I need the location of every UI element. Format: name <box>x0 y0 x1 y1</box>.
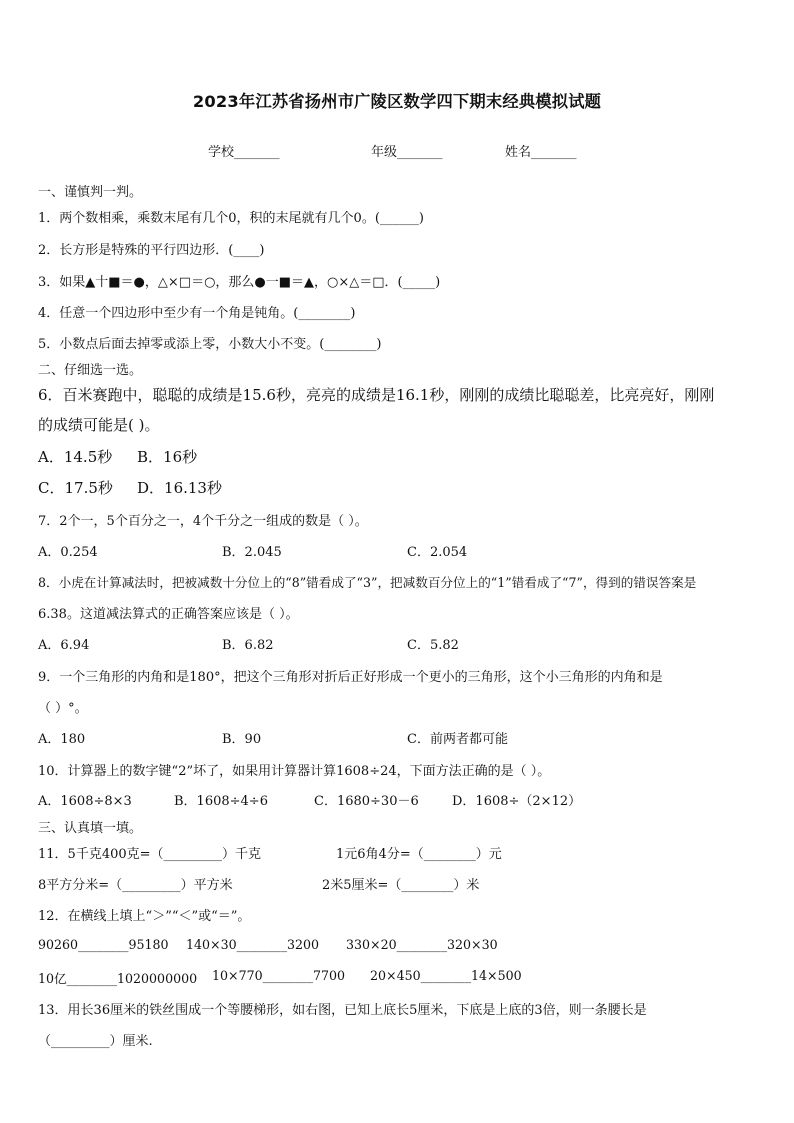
question-7-option-b: B．2.045 <box>222 545 282 560</box>
question-12-row-1-c: 330×20________320×30 <box>346 937 498 952</box>
question-6-option-a: A．14.5秒 <box>38 448 113 466</box>
question-7-option-c: C．2.054 <box>407 545 468 560</box>
question-13-line-1: 13．用长36厘米的铁丝围成一个等腰梯形，如右图，已知上底长5厘米，下底是上底的3倍，则一条腰长是 <box>38 1003 647 1018</box>
question-4: 4．任意一个四边形中至少有一个角是钝角。(________) <box>38 306 356 321</box>
question-9-line-1: 9．一个三角形的内角和是180°，把这个三角形对折后正好形成一个更小的三角形，这个小三角形的内角和是 <box>38 670 663 685</box>
grade-field: 年级_______ <box>371 145 443 160</box>
question-6-line-2: 的成绩可能是( )。 <box>38 416 160 434</box>
question-10-option-c: C．1680÷30－6 <box>314 794 419 809</box>
question-12-row-2-b: 10×770________7700 <box>212 968 346 983</box>
question-9-option-a: A．180 <box>38 732 86 747</box>
question-11-part-a: 11．5千克400克=（_________）千克 <box>38 847 262 862</box>
question-11-part-b: 1元6角4分=（________）元 <box>336 847 502 862</box>
question-7-option-a: A．0.254 <box>38 545 98 560</box>
question-12: 12．在横线上填上“＞”“＜”或“＝”。 <box>38 909 251 924</box>
question-12-row-1-b: 140×30________3200 <box>186 937 320 952</box>
question-12-row-1-a: 90260________95180 <box>38 937 169 952</box>
question-6-option-d: D．16.13秒 <box>137 479 222 497</box>
question-10-option-d: D．1608÷（2×12） <box>452 794 582 809</box>
question-10-option-b: B．1608÷4÷6 <box>174 794 268 809</box>
question-8-line-2: 6.38。这道减法算式的正确答案应该是（ ）。 <box>38 607 299 622</box>
question-9-option-c: C．前两者都可能 <box>407 732 508 747</box>
question-5: 5．小数点后面去掉零或添上零，小数大小不变。(________) <box>38 337 382 352</box>
question-12-row-2-c: 20×450________14×500 <box>370 968 522 983</box>
question-6-option-b: B．16秒 <box>137 448 198 466</box>
question-10: 10．计算器上的数字键“2”坏了，如果用计算器计算1608÷24，下面方法正确的是（ ）。 <box>38 764 551 779</box>
question-12-row-2-a: 10亿________1020000000 <box>38 971 198 986</box>
question-9-option-b: B．90 <box>222 732 262 747</box>
question-7: 7．2个一，5个百分之一，4个千分之一组成的数是（ ）。 <box>38 514 368 529</box>
question-10-option-a: A．1608÷8×3 <box>38 794 132 809</box>
question-8-option-a: A．6.94 <box>38 638 90 653</box>
question-9-line-2: （ ）°。 <box>38 701 88 716</box>
question-13-line-2: （_________）厘米. <box>38 1034 153 1049</box>
question-2: 2．长方形是特殊的平行四边形．(____) <box>38 243 265 258</box>
question-8-option-b: B．6.82 <box>222 638 274 653</box>
section-heading-judge: 一、谨慎判一判。 <box>38 185 143 200</box>
school-field: 学校_______ <box>208 145 280 160</box>
section-heading-choose: 二、仔细选一选。 <box>38 363 143 378</box>
question-6-option-c: C．17.5秒 <box>38 479 113 497</box>
section-heading-fill: 三、认真填一填。 <box>38 821 143 836</box>
question-11-part-c: 8平方分米=（_________）平方米 <box>38 878 233 893</box>
question-8-option-c: C．5.82 <box>407 638 459 653</box>
name-field: 姓名_______ <box>505 145 577 160</box>
question-1: 1．两个数相乘，乘数末尾有几个0，积的末尾就有几个0。(______) <box>38 211 424 226</box>
question-6-line-1: 6．百米赛跑中，聪聪的成绩是15.6秒，亮亮的成绩是16.1秒，刚刚的成绩比聪聪差，比亮亮好，刚刚 <box>38 386 715 404</box>
question-8-line-1: 8．小虎在计算减法时，把被减数十分位上的“8”错看成了“3”，把减数百分位上的“1”错看成了“7”，得到的错误答案是 <box>38 575 697 590</box>
page-title: 2023年江苏省扬州市广陵区数学四下期末经典模拟试题 <box>192 92 602 111</box>
question-3: 3．如果▲十■＝●，△×□＝○，那么●一■＝▲，○×△＝□．(_____) <box>38 275 441 290</box>
question-11-part-d: 2米5厘米=（________）米 <box>322 878 480 893</box>
